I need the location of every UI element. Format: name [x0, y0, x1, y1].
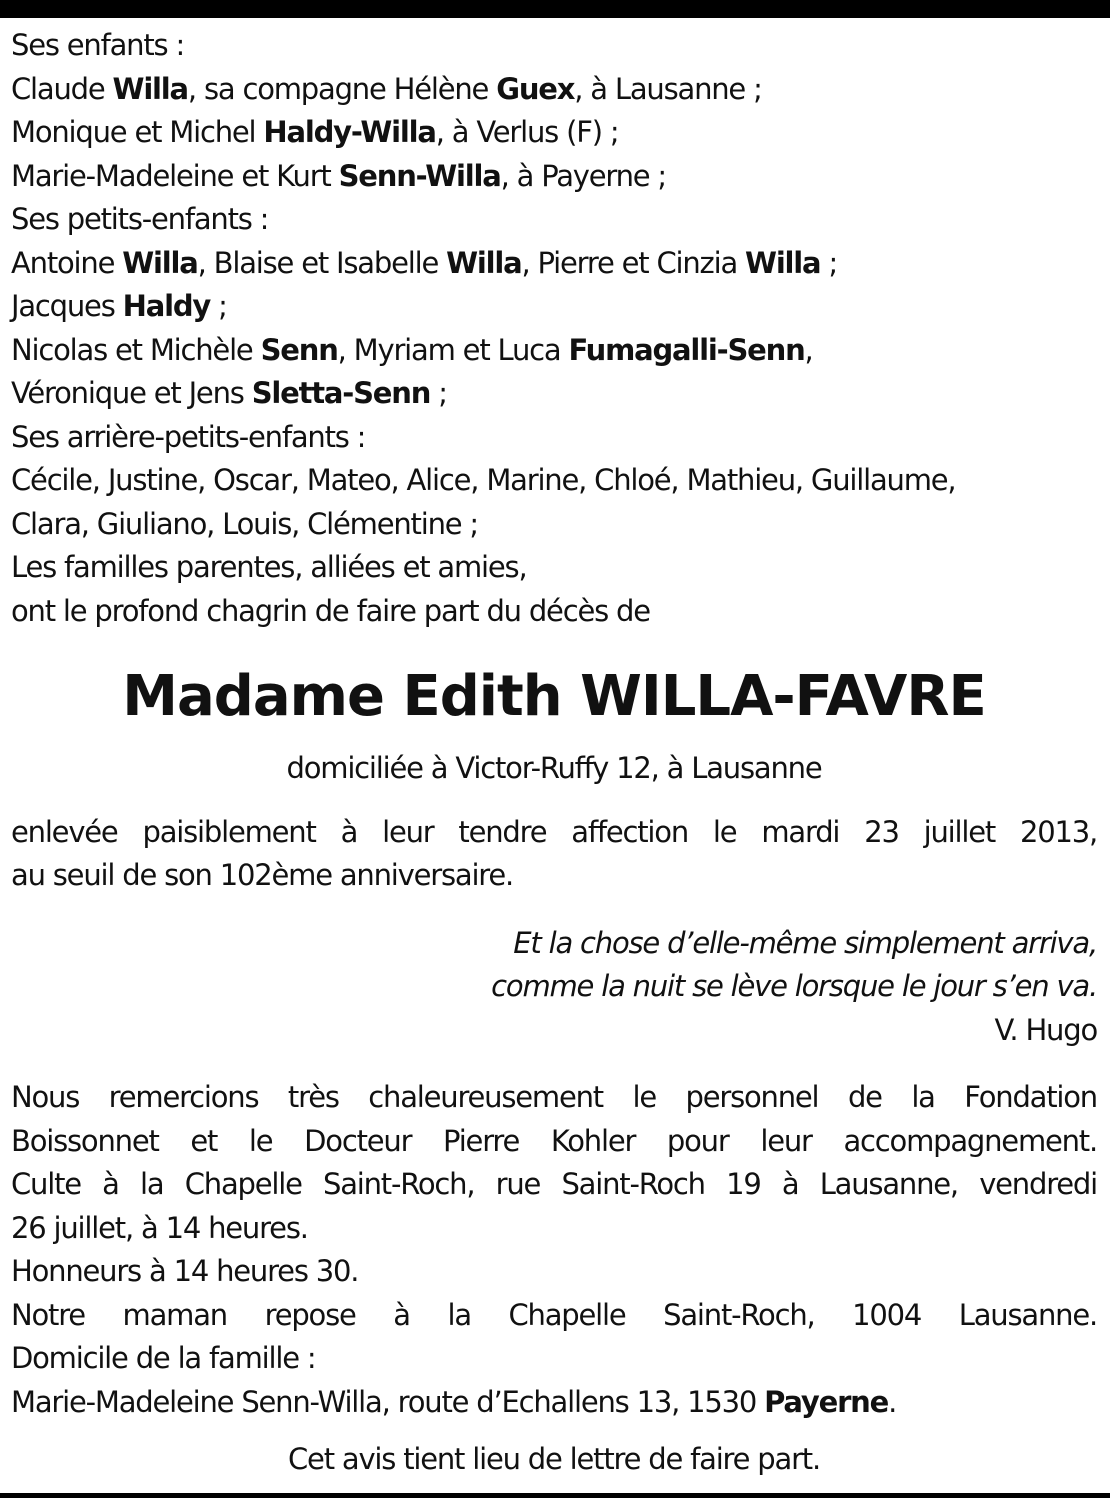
footer-note: Cet avis tient lieu de lettre de faire part. [288, 1442, 820, 1476]
child-line-1: Claude Willa, sa compagne Hélène Guex, à Lausanne ; [11, 71, 762, 106]
announcement-line: ont le profond chagrin de faire part du décès de [11, 593, 650, 628]
death-line-1: enlevée paisiblement à leur tendre affection le mardi 23 juillet 2013, [11, 814, 1097, 849]
honours-line: Honneurs à 14 heures 30. [11, 1254, 359, 1288]
deceased-address: domiciliée à Victor-Ruffy 12, à Lausanne [286, 751, 822, 785]
grandchildren-heading: Ses petits-enfants : [11, 202, 269, 236]
notice-body [11, 24, 1097, 1482]
child-line-3: Marie-Madeleine et Kurt Senn-Willa, à Payerne ; [11, 158, 667, 193]
thanks-line-1: Nous remercions très chaleureusement le personnel de la Fondation [11, 1080, 1097, 1114]
deceased-name: Madame Edith WILLA-FAVRE [122, 664, 986, 729]
grandchild-line-2: Jacques Haldy ; [11, 289, 227, 323]
great-grandchildren-heading: Ses arrière-petits-enfants : [11, 419, 366, 454]
grandchild-line-3: Nicolas et Michèle Senn, Myriam et Luca Fumagalli-Senn, [11, 332, 813, 367]
great-grandchildren-line-2: Clara, Giuliano, Louis, Clémentine ; [11, 506, 478, 541]
quote-line-1: Et la chose d’elle-même simplement arriva, [513, 925, 1097, 960]
great-grandchildren-line-1: Cécile, Justine, Oscar, Mateo, Alice, Marine, Chloé, Mathieu, Guillaume, [11, 463, 956, 497]
grandchild-line-1: Antoine Willa, Blaise et Isabelle Willa, Pierre et Cinzia Willa ; [11, 245, 838, 280]
children-heading: Ses enfants : [11, 28, 185, 62]
rest-place-line: Notre maman repose à la Chapelle Saint-Roch, 1004 Lausanne. [11, 1297, 1097, 1332]
family-home-heading: Domicile de la famille : [11, 1341, 316, 1375]
death-line-2: au seuil de son 102ème anniversaire. [11, 858, 514, 892]
ceremony-line-2: 26 juillet, à 14 heures. [11, 1210, 308, 1245]
bottom-rule [0, 1493, 1110, 1498]
ceremony-line-1: Culte à la Chapelle Saint-Roch, rue Saint-Roch 19 à Lausanne, vendredi [11, 1167, 1097, 1201]
relatives-line: Les familles parentes, alliées et amies, [11, 550, 527, 584]
quote-author: V. Hugo [994, 1012, 1097, 1047]
grandchild-line-4: Véronique et Jens Sletta-Senn ; [11, 376, 447, 410]
quote-line-2: comme la nuit se lève lorsque le jour s’en va. [491, 969, 1097, 1003]
child-line-2: Monique et Michel Haldy-Willa, à Verlus (F) ; [11, 115, 619, 149]
top-rule [0, 0, 1110, 18]
thanks-line-2: Boissonnet et le Docteur Pierre Kohler pour leur accompagnement. [11, 1123, 1097, 1158]
family-home-address: Marie-Madeleine Senn-Willa, route d’Echallens 13, 1530 Payerne. [11, 1384, 897, 1419]
